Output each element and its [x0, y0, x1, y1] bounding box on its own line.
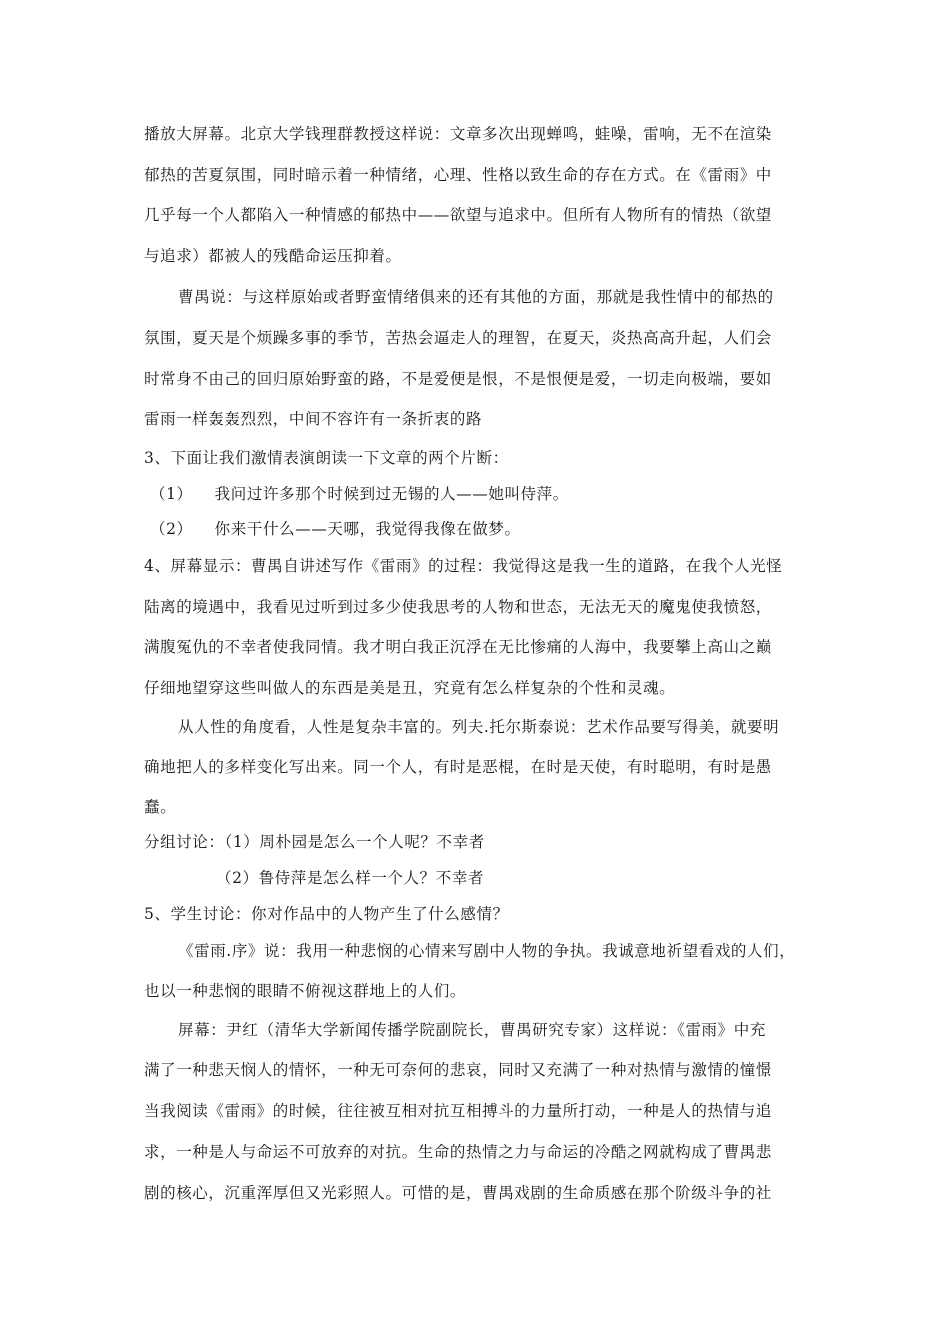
paragraph-line: 从人性的角度看，人性是复杂丰富的。列夫.托尔斯泰说：艺术作品要写得美，就要明 [178, 718, 780, 736]
paragraph-line: 曹禺说：与这样原始或者野蛮情绪俱来的还有其他的方面，那就是我性情中的郁热的 [178, 288, 774, 306]
paragraph-line: 陆离的境遇中，我看见过听到过多少使我思考的人物和世态，无法无天的魔鬼使我愤怒， [144, 598, 772, 616]
paragraph-line: 蠢。 [144, 798, 177, 816]
fragment-number: （2） [150, 520, 193, 538]
paragraph-line: 与追求）都被人的残酷命运压抑着。 [144, 247, 402, 265]
fragment-number: （1） [150, 485, 193, 503]
paragraph-line: 也以一种悲悯的眼睛不俯视这群地上的人们。 [144, 982, 467, 1000]
paragraph-line: 满了一种悲天悯人的情怀，一种无可奈何的悲哀，同时又充满了一种对热情与激情的憧憬 [144, 1061, 772, 1079]
paragraph-line: 郁热的苦夏氛围，同时暗示着一种情绪，心理、性格以致生命的存在方式。在《雷雨》中 [144, 166, 772, 184]
numbered-heading: 3、下面让我们激情表演朗读一下文章的两个片断： [144, 449, 509, 467]
paragraph-line: 确地把人的多样变化写出来。同一个人，有时是恶棍，在时是天使，有时聪明，有时是愚 [144, 758, 772, 776]
paragraph-line: 屏幕：尹红（清华大学新闻传播学院副院长，曹禺研究专家）这样说：《雷雨》中充 [178, 1021, 766, 1039]
paragraph-line: 求，一种是人与命运不可放弃的对抗。生命的热情之力与命运的冷酷之网就构成了曹禺悲 [144, 1143, 772, 1161]
paragraph-line: 几乎每一个人都陷入一种情感的郁热中——欲望与追求中。但所有人物所有的情热（欲望 [144, 206, 772, 224]
numbered-heading: 4、屏幕显示：曹禺自讲述写作《雷雨》的过程：我觉得这是我一生的道路，在我个人光怪 [144, 557, 783, 575]
paragraph-line: 雷雨一样轰轰烈烈，中间不容许有一条折衷的路 [144, 410, 483, 428]
paragraph-line: 《雷雨.序》说：我用一种悲悯的心情来写剧中人物的争执。我诚意地祈望看戏的人们， [178, 942, 796, 960]
numbered-heading: 5、学生讨论：你对作品中的人物产生了什么感情？ [144, 905, 509, 923]
discussion-item: （2）鲁侍萍是怎么样一个人？不幸者 [216, 869, 485, 887]
fragment-item [150, 519, 830, 539]
fragment-item [150, 484, 830, 504]
fragment-text: 你来干什么——天哪，我觉得我像在做梦。 [214, 520, 521, 538]
paragraph-line: 当我阅读《雷雨》的时候，往往被互相对抗互相搏斗的力量所打动，一种是人的热情与追 [144, 1102, 772, 1120]
paragraph-line: 播放大屏幕。北京大学钱理群教授这样说：文章多次出现蝉鸣，蛙噪，雷响，无不在渲染 [144, 125, 772, 143]
paragraph-line: 氛围，夏天是个烦躁多事的季节，苦热会逼走人的理智，在夏天，炎热高高升起，人们会 [144, 329, 772, 347]
paragraph-line: 剧的核心，沉重浑厚但又光彩照人。可惜的是，曹禺戏剧的生命质感在那个阶级斗争的社 [144, 1184, 772, 1202]
paragraph-line: 仔细地望穿这些叫做人的东西是美是丑，究竟有怎么样复杂的个性和灵魂。 [144, 679, 676, 697]
discussion-heading: 分组讨论：（1）周朴园是怎么一个人呢？不幸者 [144, 833, 485, 851]
fragment-text: 我问过许多那个时候到过无锡的人——她叫侍萍。 [214, 485, 569, 503]
paragraph-line: 时常身不由己的回归原始野蛮的路，不是爱便是恨，不是恨便是爱，一切走向极端，要如 [144, 370, 772, 388]
paragraph-line: 满腹冤仇的不幸者使我同情。我才明白我正沉浮在无比惨痛的人海中，我要攀上高山之巅 [144, 638, 772, 656]
